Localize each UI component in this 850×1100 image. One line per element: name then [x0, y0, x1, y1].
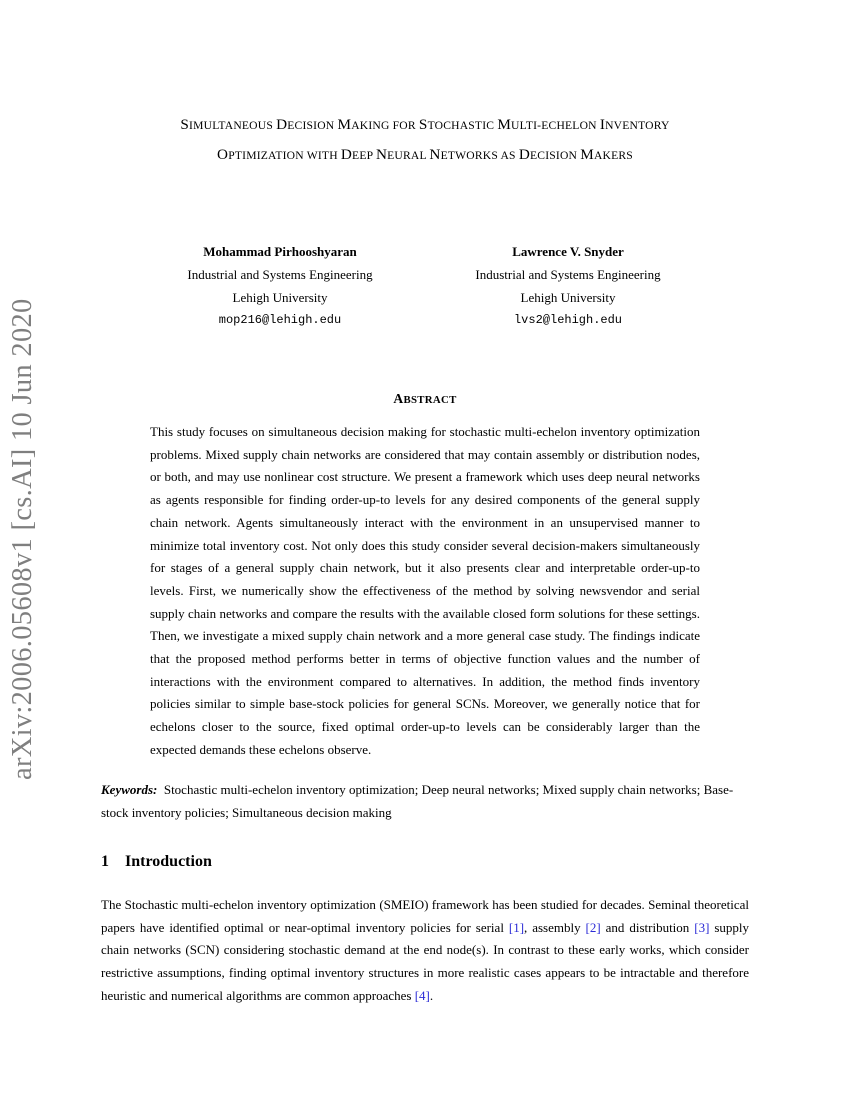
keywords-label: Keywords:: [101, 782, 158, 797]
title-word: MULTI-ECHELON: [497, 116, 600, 133]
section-heading-introduction: [101, 853, 212, 871]
author-university: Lehigh University: [520, 290, 616, 305]
abstract-text: This study focuses on simultaneous decision making for stochastic multi-echelon inventory optimization problems. Mixed supply chain networks are considered that may contain assembly or distribution nodes, or both, and may use nonlinear cost structure. We present a framework which uses deep neural networks as agents responsible for finding order-up-to levels for any desired components of the general supply chain network. Agents simultaneously interact with the environment in an unsupervised manner to minimize total inventory cost. Not only does this study consider several decision-makers simultaneously for stages of a general supply chain network, but it also presents clear and interpretable order-up-to levels. First, we numerically show the effectiveness of the method by solving newsvendor and serial supply chain networks and compare the results with the available closed form solutions for these settings. Then, we investigate a mixed supply chain network and a more general case study. The findings indicate that the proposed method performs better in terms of objective function values and the number of interactions with the environment compared to alternatives. In addition, the method finds inventory policies similar to simple base-stock policies for general SCNs. Moreover, we generally notice that for echelons closer to the source, fixed optimal order-up-to levels can be considerably larger than the expected demands these echelons observe.: [150, 424, 700, 757]
title-word: NEURAL: [375, 146, 430, 163]
author-name: Mohammad Pirhooshyaran: [203, 244, 357, 259]
title-word: NETWORKS AS: [429, 146, 519, 163]
introduction-paragraph: The Stochastic multi-echelon inventory optimization (SMEIO) framework has been studied for decades. Seminal theoretical papers have identified optimal or near-optimal inventory policies for serial [1], assembly [2] and distribution [3] supply chain networks (SCN) considering stochastic demand at the end node(s). In contrast to these early works, which consider restrictive assumptions, finding optimal inventory structures in more realistic cases appears to be intractable and therefore heuristic and numerical algorithms are common approaches [4].: [101, 897, 750, 1003]
title-word: MAKERS: [580, 146, 633, 163]
section-title: Introduction: [125, 853, 212, 870]
keywords-text: Stochastic multi-echelon inventory optimization; Deep neural networks; Mixed supply chain networks; Base-stock inventory policies; Simultaneous decision making: [101, 782, 734, 820]
title-word: DEEP: [340, 146, 376, 163]
title-word: DECISION: [276, 116, 338, 133]
arxiv-identifier: arXiv:2006.05608v1 [cs.AI] 10 Jun 2020: [7, 298, 38, 780]
author-email: mop216@lehigh.edu: [218, 313, 342, 327]
author-email: lvs2@lehigh.edu: [513, 313, 623, 327]
keywords: [101, 779, 749, 824]
paper-title-line-2: [0, 145, 850, 166]
author-department: Industrial and Systems Engineering: [187, 267, 373, 282]
citation-link[interactable]: [2]: [585, 919, 601, 935]
abstract-heading: ABSTRACT: [393, 391, 457, 406]
author-university: Lehigh University: [232, 290, 328, 305]
citation-link[interactable]: [1]: [508, 919, 525, 935]
title-word: SIMULTANEOUS: [180, 116, 277, 133]
author-department: Industrial and Systems Engineering: [475, 267, 661, 282]
title-word: OPTIMIZATION WITH: [217, 146, 341, 163]
author-block-1: [130, 240, 430, 332]
author-block-2: [418, 240, 718, 332]
citation-link[interactable]: [3]: [694, 919, 710, 935]
title-word: STOCHASTIC: [418, 116, 498, 133]
citation-link[interactable]: [4]: [414, 987, 430, 1003]
section-number: 1: [101, 853, 109, 870]
paper-title-line-1: [0, 115, 850, 136]
title-word: INVENTORY: [599, 116, 670, 133]
author-name: Lawrence V. Snyder: [512, 244, 624, 259]
title-word: MAKING FOR: [337, 116, 419, 133]
title-word: DECISION: [518, 146, 581, 163]
